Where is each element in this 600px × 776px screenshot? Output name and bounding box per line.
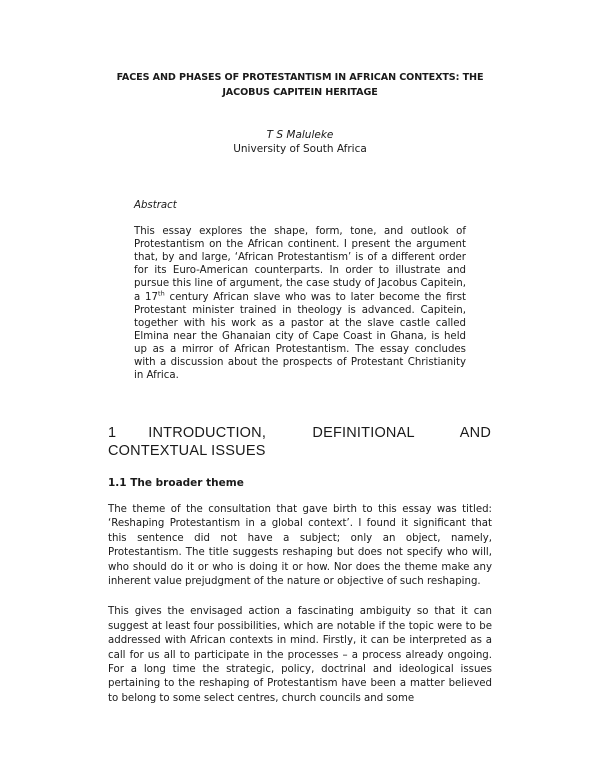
body-text — [108, 503, 492, 722]
author-affiliation: University of South Africa — [233, 143, 367, 155]
abstract-text-part2: century African slave who was to later become the first Protestant minister trained in theology is advanced. Capitein, together with his work as a pastor at the slave castle called Elmina near the Ghanaian city of Cape Coast in Ghana, is held up as a mirror of African Protestantism. The essay concludes with a discussion about the prospects of Protestant Christianity in Africa. — [134, 291, 466, 382]
author-block — [150, 128, 450, 156]
section-title: INTRODUCTION, DEFINITIONAL AND CONTEXTUAL ISSUES — [108, 425, 491, 459]
abstract-text-part1: This essay explores the shape, form, tone, and outlook of Protestantism on the African continent. I present the argument that, by and large, ‘African Protestantism’ is of a different order for its Euro-American counterparts. In order to illustrate and pursue this line of argument, the case study of Jacobus Capitein, a 17 — [134, 226, 466, 303]
abstract-heading: Abstract — [134, 200, 177, 211]
abstract-superscript: th — [158, 289, 165, 298]
paper-title: FACES AND PHASES OF PROTESTANTISM IN AFRICAN CONTEXTS: THE JACOBUS CAPITEIN HERITAGE — [116, 72, 484, 98]
author-name: T S Maluleke — [266, 129, 334, 141]
abstract-text — [134, 225, 466, 382]
body-paragraph-1: The theme of the consultation that gave birth to this essay was titled: ‘Reshaping Protestantism in a global context’. I found it significant that this sentence did not have a subject; only an object, namely, Protestantism. The title suggests reshaping but does not specify who will, who should do it or who is doing it or how. Nor does the theme make any inherent value prejudgment of the nature or objective of such reshaping. — [108, 504, 492, 588]
abstract — [134, 199, 466, 382]
section-heading — [108, 424, 491, 460]
subsection-heading: 1.1 The broader theme — [108, 477, 244, 489]
section-number: 1 — [108, 425, 117, 441]
body-paragraph-2: This gives the envisaged action a fascinating ambiguity so that it can suggest at least four possibilities, which are notable if the topic were to be addressed with African contexts in mind. Firstly, it can be interpreted as a call for us all to participate in the processes – a process already ongoing. For a long time the strategic, policy, doctrinal and ideological issues pertaining to the reshaping of Protestantism have been a matter believed to belong to some select centres, church councils and some — [108, 606, 492, 704]
